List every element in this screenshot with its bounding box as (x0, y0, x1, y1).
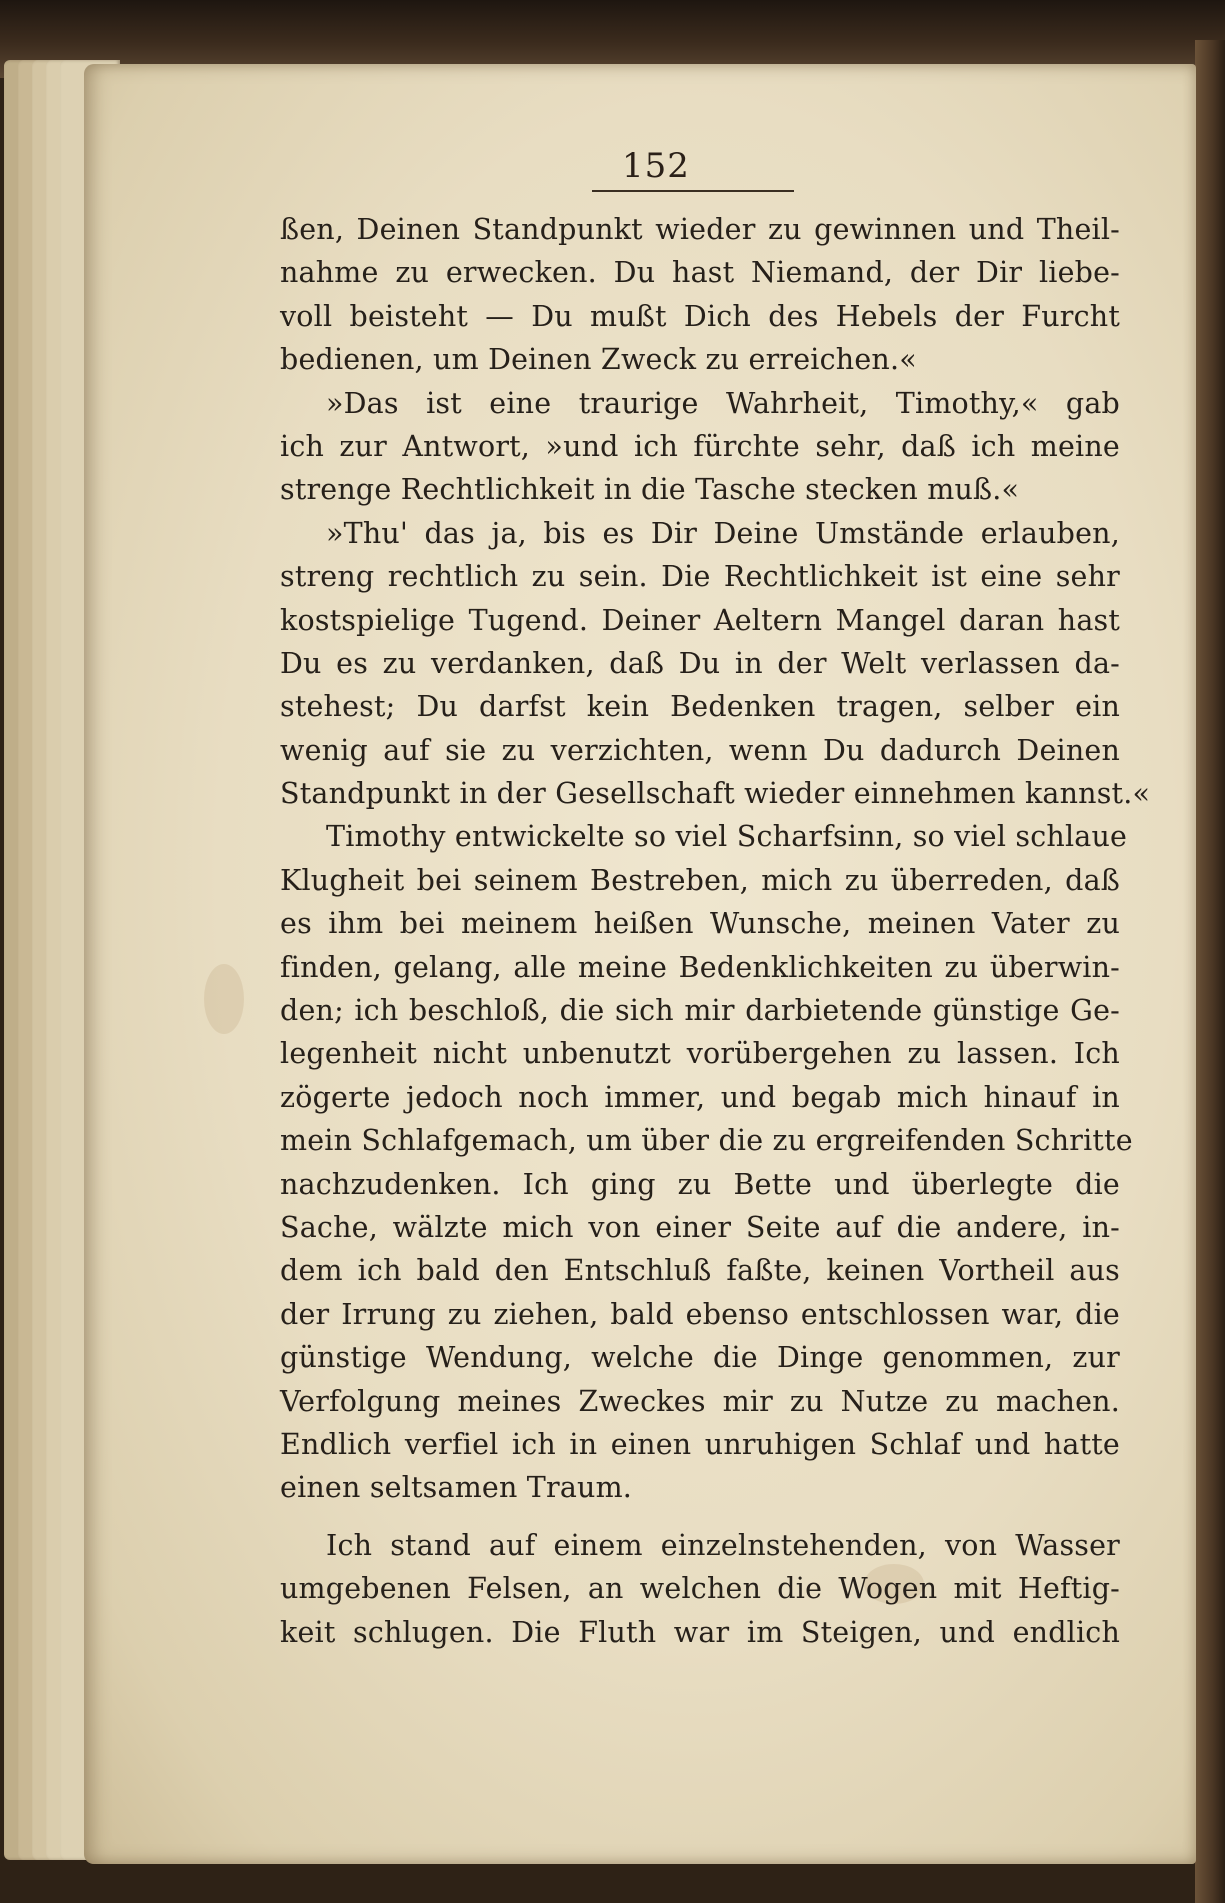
text-line: Du es zu verdanken, daß Du in der Welt verlassen da- (280, 646, 1120, 680)
header-rule (592, 190, 794, 192)
text-line: der Irrung zu ziehen, bald ebenso entschlossen war, die (280, 1297, 1120, 1331)
text-line: kostspielige Tugend. Deiner Aeltern Mangel daran hast (280, 603, 1120, 637)
text-line: voll beisteht — Du mußt Dich des Hebels der Furcht (280, 299, 1120, 333)
text-line: ich zur Antwort, »und ich fürchte sehr, daß ich meine (280, 429, 1120, 463)
text-line: dem ich bald den Entschluß faßte, keinen Vortheil aus (280, 1254, 1120, 1288)
text-line: Timothy entwickelte so viel Scharfsinn, so viel schlaue (326, 820, 1128, 854)
text-line: Klugheit bei seinem Bestreben, mich zu überreden, daß (280, 863, 1120, 897)
text-line: günstige Wendung, welche die Dinge genommen, zur (280, 1341, 1120, 1375)
text-line: legenheit nicht unbenutzt vorübergehen zu lassen. Ich (280, 1037, 1120, 1071)
text-line: mein Schlafgemach, um über die zu ergreifenden Schritte (280, 1124, 1133, 1158)
text-line: umgebenen Felsen, an welchen die Wogen mit Heftig- (280, 1572, 1120, 1606)
text-line: ßen, Deinen Standpunkt wieder zu gewinnen und Theil- (280, 213, 1120, 246)
text-line: wenig auf sie zu verzichten, wenn Du dadurch Deinen (280, 733, 1120, 767)
text-line: Verfolgung meines Zweckes mir zu Nutze zu machen. (280, 1384, 1120, 1418)
text-line: bedienen, um Deinen Zweck zu erreichen.« (280, 343, 917, 377)
text-line: streng rechtlich zu sein. Die Rechtlichkeit ist eine sehr (280, 560, 1120, 594)
text-line: finden, gelang, alle meine Bedenklichkeiten zu überwin- (280, 950, 1120, 984)
text-line: »Thu' das ja, bis es Dir Deine Umstände erlauben, (326, 516, 1120, 550)
text-line: einen seltsamen Traum. (280, 1471, 633, 1505)
text-line: stehest; Du darfst kein Bedenken tragen, selber ein (280, 690, 1120, 724)
text-line: den; ich beschloß, die sich mir darbietende günstige Ge- (280, 994, 1120, 1028)
page-number: 152 (622, 146, 690, 186)
text-line: Sache, wälzte mich von einer Seite auf die andere, in- (280, 1210, 1120, 1244)
text-line: keit schlugen. Die Fluth war im Steigen, und endlich (280, 1615, 1120, 1649)
text-line: nachzudenken. Ich ging zu Bette und überlegte die (280, 1167, 1120, 1201)
text-line: nahme zu erwecken. Du hast Niemand, der Dir liebe- (280, 256, 1120, 290)
text-line: es ihm bei meinem heißen Wunsche, meinen Vater zu (280, 907, 1120, 941)
text-line: Standpunkt in der Gesellschaft wieder einnehmen kannst.« (280, 777, 1151, 811)
text-line: Ich stand auf einem einzelnstehenden, von Wasser (326, 1528, 1120, 1562)
text-line: zögerte jedoch noch immer, und begab mich hinauf in (280, 1080, 1120, 1114)
text-line: Endlich verfiel ich in einen unruhigen Schlaf und hatte (280, 1427, 1120, 1461)
text-line: strenge Rechtlichkeit in die Tasche stecken muß.« (280, 473, 1020, 507)
body-text (280, 208, 1151, 1654)
paper-stain (204, 964, 244, 1034)
book-cover-edge (1195, 40, 1225, 1903)
text-line: »Das ist eine traurige Wahrheit, Timothy,« gab (326, 386, 1120, 420)
